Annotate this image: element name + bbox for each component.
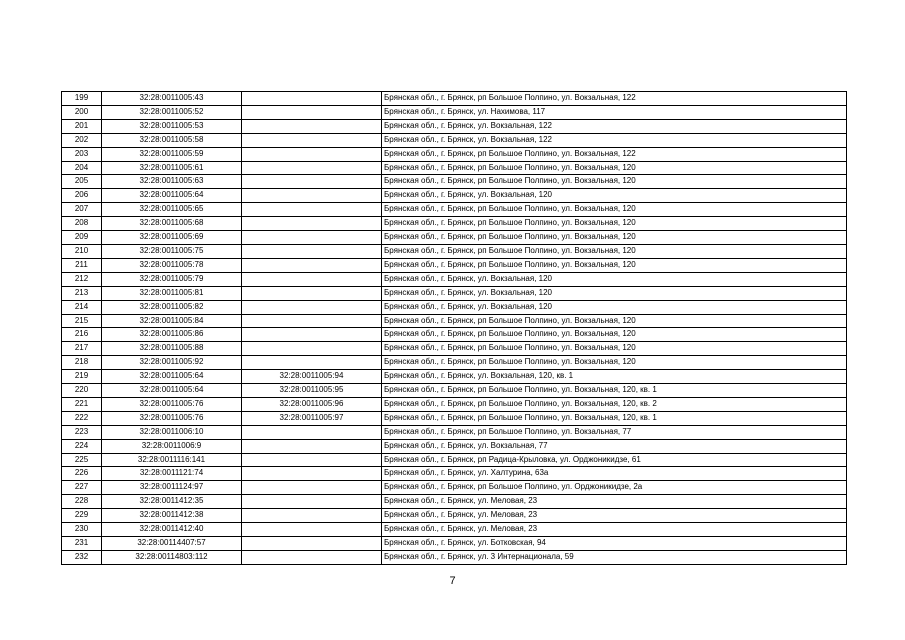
related-cadastral-number-cell (242, 244, 382, 258)
address-cell: Брянская обл., г. Брянск, рп Большое Полпино, ул. Вокзальная, 120 (382, 342, 847, 356)
cadastral-number-cell: 32:28:0011124:97 (102, 481, 242, 495)
cadastral-number-cell: 32:28:0011005:52 (102, 105, 242, 119)
page-number: 7 (449, 575, 456, 587)
cadastral-number-cell: 32:28:0011005:82 (102, 300, 242, 314)
table-row (62, 425, 847, 439)
table-row (62, 119, 847, 133)
address-cell: Брянская обл., г. Брянск, рп Большое Полпино, ул. Вокзальная, 120 (382, 217, 847, 231)
cadastral-number-cell: 32:28:0011006:9 (102, 439, 242, 453)
related-cadastral-number-cell (242, 342, 382, 356)
cadastral-number-cell: 32:28:0011005:81 (102, 286, 242, 300)
table-row (62, 342, 847, 356)
related-cadastral-number-cell (242, 328, 382, 342)
row-number-cell: 222 (62, 411, 102, 425)
table-row (62, 481, 847, 495)
address-cell: Брянская обл., г. Брянск, рп Большое Полпино, ул. Вокзальная, 122 (382, 92, 847, 106)
address-cell: Брянская обл., г. Брянск, ул. Вокзальная, 120 (382, 300, 847, 314)
cadastral-number-cell: 32:28:0011005:79 (102, 272, 242, 286)
related-cadastral-number-cell (242, 189, 382, 203)
row-number-cell: 204 (62, 161, 102, 175)
address-cell: Брянская обл., г. Брянск, рп Большое Полпино, ул. Вокзальная, 120 (382, 244, 847, 258)
table-row (62, 105, 847, 119)
address-cell: Брянская обл., г. Брянск, ул. Халтурина, 63а (382, 467, 847, 481)
row-number-cell: 214 (62, 300, 102, 314)
cadastral-number-cell: 32:28:0011005:64 (102, 370, 242, 384)
cadastral-number-cell: 32:28:0011412:35 (102, 495, 242, 509)
table-row (62, 384, 847, 398)
cadastral-number-cell: 32:28:0011005:61 (102, 161, 242, 175)
row-number-cell: 203 (62, 147, 102, 161)
cadastral-number-cell: 32:28:0011005:86 (102, 328, 242, 342)
related-cadastral-number-cell: 32:28:0011005:94 (242, 370, 382, 384)
cadastral-number-cell: 32:28:0011005:63 (102, 175, 242, 189)
related-cadastral-number-cell (242, 105, 382, 119)
address-cell: Брянская обл., г. Брянск, рп Большое Полпино, ул. Вокзальная, 120 (382, 314, 847, 328)
cadastral-number-cell: 32:28:0011005:69 (102, 231, 242, 245)
row-number-cell: 230 (62, 523, 102, 537)
row-number-cell: 215 (62, 314, 102, 328)
table-row (62, 328, 847, 342)
registry-table (61, 91, 847, 565)
table-row (62, 453, 847, 467)
related-cadastral-number-cell (242, 467, 382, 481)
address-cell: Брянская обл., г. Брянск, рп Большое Полпино, ул. Вокзальная, 120 (382, 356, 847, 370)
cadastral-number-cell: 32:28:0011005:64 (102, 189, 242, 203)
table-row (62, 495, 847, 509)
related-cadastral-number-cell (242, 509, 382, 523)
cadastral-number-cell: 32:28:0011005:59 (102, 147, 242, 161)
address-cell: Брянская обл., г. Брянск, рп Большое Полпино, ул. Вокзальная, 120 (382, 231, 847, 245)
cadastral-number-cell: 32:28:00114803:112 (102, 550, 242, 564)
related-cadastral-number-cell: 32:28:0011005:96 (242, 397, 382, 411)
address-cell: Брянская обл., г. Брянск, ул. Вокзальная, 122 (382, 133, 847, 147)
table-row (62, 467, 847, 481)
address-cell: Брянская обл., г. Брянск, рп Большое Полпино, ул. Вокзальная, 120, кв. 1 (382, 384, 847, 398)
address-cell: Брянская обл., г. Брянск, рп Большое Полпино, ул. Вокзальная, 120, кв. 2 (382, 397, 847, 411)
related-cadastral-number-cell (242, 439, 382, 453)
cadastral-number-cell: 32:28:0011412:40 (102, 523, 242, 537)
row-number-cell: 206 (62, 189, 102, 203)
address-cell: Брянская обл., г. Брянск, ул. Вокзальная, 122 (382, 119, 847, 133)
related-cadastral-number-cell (242, 92, 382, 106)
row-number-cell: 225 (62, 453, 102, 467)
table-row (62, 189, 847, 203)
cadastral-number-cell: 32:28:0011005:84 (102, 314, 242, 328)
address-cell: Брянская обл., г. Брянск, рп Большое Полпино, ул. Вокзальная, 120 (382, 258, 847, 272)
row-number-cell: 213 (62, 286, 102, 300)
table-row (62, 439, 847, 453)
cadastral-number-cell: 32:28:0011005:68 (102, 217, 242, 231)
address-cell: Брянская обл., г. Брянск, рп Большое Полпино, ул. Вокзальная, 77 (382, 425, 847, 439)
table-row (62, 356, 847, 370)
address-cell: Брянская обл., г. Брянск, рп Большое Полпино, ул. Вокзальная, 120, кв. 1 (382, 411, 847, 425)
related-cadastral-number-cell (242, 425, 382, 439)
cadastral-number-cell: 32:28:0011121:74 (102, 467, 242, 481)
table-row (62, 244, 847, 258)
row-number-cell: 220 (62, 384, 102, 398)
row-number-cell: 223 (62, 425, 102, 439)
cadastral-number-cell: 32:28:0011005:88 (102, 342, 242, 356)
table-row (62, 272, 847, 286)
registry-table-body (62, 92, 847, 565)
cadastral-number-cell: 32:28:0011116:141 (102, 453, 242, 467)
table-row (62, 523, 847, 537)
address-cell: Брянская обл., г. Брянск, ул. Нахимова, 117 (382, 105, 847, 119)
row-number-cell: 212 (62, 272, 102, 286)
row-number-cell: 208 (62, 217, 102, 231)
row-number-cell: 226 (62, 467, 102, 481)
table-row (62, 509, 847, 523)
address-cell: Брянская обл., г. Брянск, рп Большое Полпино, ул. Орджоникидзе, 2а (382, 481, 847, 495)
address-cell: Брянская обл., г. Брянск, рп Большое Полпино, ул. Вокзальная, 120 (382, 328, 847, 342)
related-cadastral-number-cell (242, 314, 382, 328)
cadastral-number-cell: 32:28:0011005:53 (102, 119, 242, 133)
related-cadastral-number-cell (242, 119, 382, 133)
table-row (62, 217, 847, 231)
related-cadastral-number-cell (242, 133, 382, 147)
row-number-cell: 199 (62, 92, 102, 106)
table-row (62, 286, 847, 300)
related-cadastral-number-cell (242, 231, 382, 245)
table-row (62, 300, 847, 314)
related-cadastral-number-cell (242, 453, 382, 467)
cadastral-number-cell: 32:28:0011412:38 (102, 509, 242, 523)
row-number-cell: 210 (62, 244, 102, 258)
table-row (62, 203, 847, 217)
cadastral-number-cell: 32:28:0011005:78 (102, 258, 242, 272)
address-cell: Брянская обл., г. Брянск, ул. Вокзальная, 77 (382, 439, 847, 453)
related-cadastral-number-cell (242, 203, 382, 217)
row-number-cell: 232 (62, 550, 102, 564)
address-cell: Брянская обл., г. Брянск, рп Радица-Крыловка, ул. Орджоникидзе, 61 (382, 453, 847, 467)
table-row (62, 147, 847, 161)
related-cadastral-number-cell (242, 300, 382, 314)
table-row (62, 550, 847, 564)
related-cadastral-number-cell (242, 495, 382, 509)
cadastral-number-cell: 32:28:00114407:57 (102, 537, 242, 551)
table-row (62, 370, 847, 384)
address-cell: Брянская обл., г. Брянск, рп Большое Полпино, ул. Вокзальная, 120 (382, 203, 847, 217)
address-cell: Брянская обл., г. Брянск, ул. Ботковская, 94 (382, 537, 847, 551)
cadastral-number-cell: 32:28:0011005:76 (102, 411, 242, 425)
related-cadastral-number-cell (242, 550, 382, 564)
related-cadastral-number-cell: 32:28:0011005:97 (242, 411, 382, 425)
row-number-cell: 211 (62, 258, 102, 272)
cadastral-number-cell: 32:28:0011005:43 (102, 92, 242, 106)
row-number-cell: 218 (62, 356, 102, 370)
table-row (62, 314, 847, 328)
row-number-cell: 217 (62, 342, 102, 356)
related-cadastral-number-cell (242, 537, 382, 551)
row-number-cell: 224 (62, 439, 102, 453)
address-cell: Брянская обл., г. Брянск, ул. Меловая, 23 (382, 509, 847, 523)
related-cadastral-number-cell (242, 523, 382, 537)
address-cell: Брянская обл., г. Брянск, ул. Вокзальная, 120 (382, 286, 847, 300)
row-number-cell: 205 (62, 175, 102, 189)
row-number-cell: 227 (62, 481, 102, 495)
related-cadastral-number-cell (242, 286, 382, 300)
table-row (62, 92, 847, 106)
address-cell: Брянская обл., г. Брянск, ул. Меловая, 23 (382, 523, 847, 537)
address-cell: Брянская обл., г. Брянск, ул. Меловая, 23 (382, 495, 847, 509)
related-cadastral-number-cell (242, 217, 382, 231)
cadastral-number-cell: 32:28:0011005:92 (102, 356, 242, 370)
cadastral-number-cell: 32:28:0011005:75 (102, 244, 242, 258)
row-number-cell: 201 (62, 119, 102, 133)
table-row (62, 133, 847, 147)
address-cell: Брянская обл., г. Брянск, ул. 3 Интернационала, 59 (382, 550, 847, 564)
address-cell: Брянская обл., г. Брянск, рп Большое Полпино, ул. Вокзальная, 120 (382, 175, 847, 189)
cadastral-number-cell: 32:28:0011005:58 (102, 133, 242, 147)
related-cadastral-number-cell (242, 356, 382, 370)
related-cadastral-number-cell (242, 175, 382, 189)
table-row (62, 258, 847, 272)
row-number-cell: 221 (62, 397, 102, 411)
row-number-cell: 216 (62, 328, 102, 342)
related-cadastral-number-cell (242, 147, 382, 161)
row-number-cell: 229 (62, 509, 102, 523)
related-cadastral-number-cell (242, 272, 382, 286)
row-number-cell: 231 (62, 537, 102, 551)
table-row (62, 411, 847, 425)
related-cadastral-number-cell: 32:28:0011005:95 (242, 384, 382, 398)
table-row (62, 231, 847, 245)
row-number-cell: 209 (62, 231, 102, 245)
address-cell: Брянская обл., г. Брянск, ул. Вокзальная, 120 (382, 189, 847, 203)
address-cell: Брянская обл., г. Брянск, рп Большое Полпино, ул. Вокзальная, 122 (382, 147, 847, 161)
address-cell: Брянская обл., г. Брянск, ул. Вокзальная, 120, кв. 1 (382, 370, 847, 384)
cadastral-number-cell: 32:28:0011005:65 (102, 203, 242, 217)
row-number-cell: 219 (62, 370, 102, 384)
related-cadastral-number-cell (242, 258, 382, 272)
row-number-cell: 200 (62, 105, 102, 119)
row-number-cell: 202 (62, 133, 102, 147)
table-row (62, 175, 847, 189)
address-cell: Брянская обл., г. Брянск, ул. Вокзальная, 120 (382, 272, 847, 286)
table-row (62, 161, 847, 175)
table-row (62, 397, 847, 411)
row-number-cell: 207 (62, 203, 102, 217)
related-cadastral-number-cell (242, 161, 382, 175)
row-number-cell: 228 (62, 495, 102, 509)
related-cadastral-number-cell (242, 481, 382, 495)
cadastral-number-cell: 32:28:0011005:76 (102, 397, 242, 411)
cadastral-number-cell: 32:28:0011006:10 (102, 425, 242, 439)
cadastral-number-cell: 32:28:0011005:64 (102, 384, 242, 398)
address-cell: Брянская обл., г. Брянск, рп Большое Полпино, ул. Вокзальная, 120 (382, 161, 847, 175)
table-row (62, 537, 847, 551)
